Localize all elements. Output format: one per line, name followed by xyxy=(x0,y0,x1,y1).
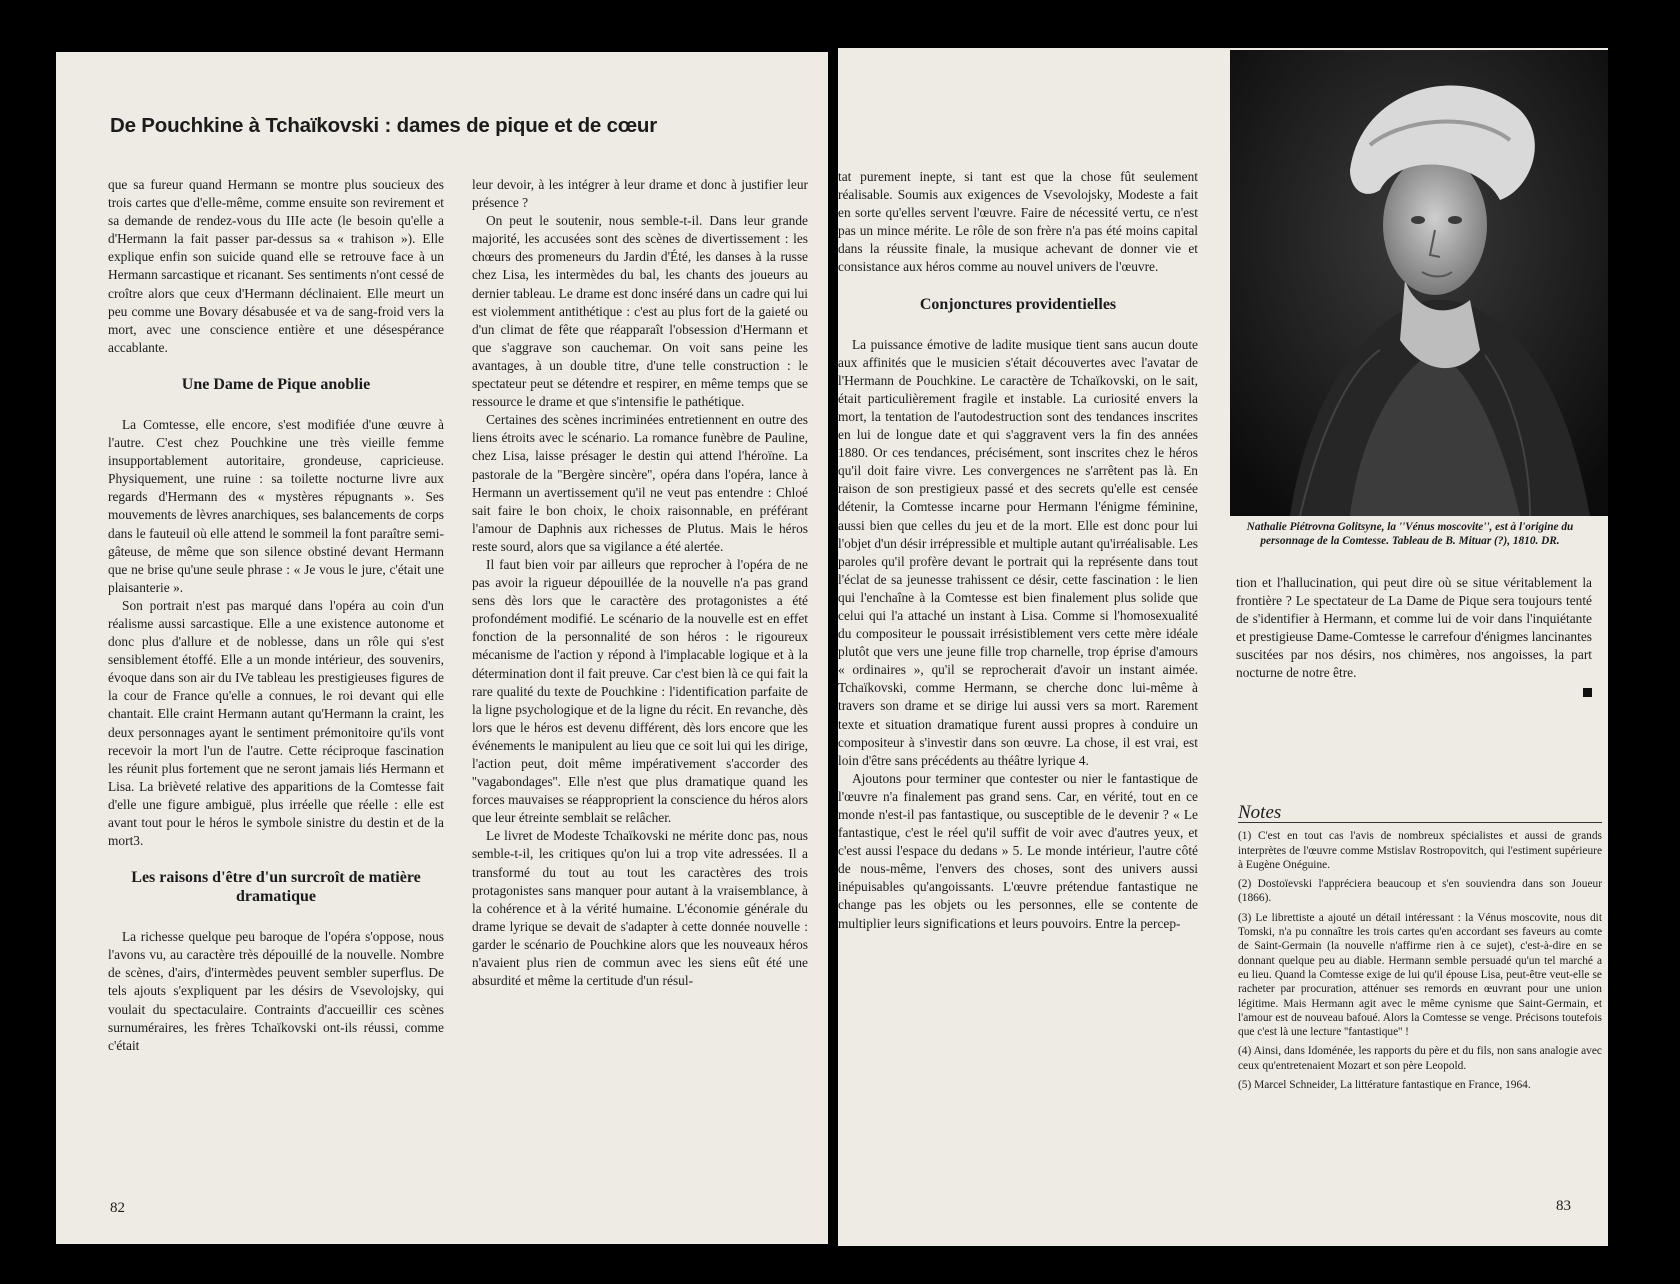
paragraph: On peut le soutenir, nous semble-t-il. Dans leur grande majorité, les accusées sont des scènes de divertissement : les chœurs des promeneurs du Jardin d'Été, les danses à la russe chez Lisa, les intermèdes du bal, les chants des joueurs au dernier tableau. Le drame est donc inséré dans un cadre qui lui est violemment antithétique : c'est au plus fort de la gaieté ou d'un climat de fête que réapparaît l'obsession d'Hermann et que s'aggrave son cauchemar. On voit sans peine les avantages, à un double titre, d'une telle construction : le spectateur peut se détendre et respirer, en même temps que se ressource le drame et que s'intensifie le pathétique. xyxy=(472,213,808,410)
paragraph: Il faut bien voir par ailleurs que reprocher à l'opéra de ne pas avoir la rigueur dépouillée de la nouvelle n'a pas grand sens dès lors que le caractère des protagonistes a été profondément modifié. Le scénario de la nouvelle est en effet fonction de la personnalité de son héros : le rigoureux mécanisme de l'action y répond à l'implacable logique et à la détermination dont il fait preuve. Car c'est bien là ce qui fait la rare qualité du texte de Pouchkine : l'identification parfaite de la ligne psychologique et de la ligne du récit. En revanche, dès lors que le héros est devenu différent, dès lors encore que les événements le manipulent au lieu que ce soit lui qui les dirige, l'action peut, doit même impérativement s'accorder des ''vagabondages''. Elle n'est que plus dramatique quand les forces mauvaises se réapproprient la conscience du héros alors que leur étreinte semblait se relâcher. xyxy=(472,556,808,826)
notes-section xyxy=(1238,802,1602,1097)
left-column-1 xyxy=(108,176,444,1055)
paragraph: Ajoutons pour terminer que contester ou nier le fantastique de l'œuvre n'a finalement pas grand sens. Car, en vérité, tout en ce monde n'est-il pas fantastique, ou susceptible de le devenir ? « Le fantastique, c'est le réel qu'il suffit de voir avec d'autres yeux, et c'est aussi l'espace du dedans » 5. Le monde intérieur, l'autre côté de nous-même, l'envers des choses, sont des univers aussi inépuisables qu'angoissants. L'œuvre prétendue fantastique ne change pas les objets ou les personnes, elle se contente de multiplier leurs significations et leurs pouvoirs. Entre la percep- xyxy=(838,770,1198,931)
footnote: (4) Ainsi, dans Idoménée, les rapports du père et du fils, non sans analogie avec ceux qu'entretenaient Mozart et son père Leopold. xyxy=(1238,1045,1602,1072)
paragraph: leur devoir, à les intégrer à leur drame et donc à justifier leur présence ? xyxy=(472,177,808,211)
section-heading: Une Dame de Pique anoblie xyxy=(181,375,371,393)
right-column-2 xyxy=(1236,574,1592,697)
page-number: 82 xyxy=(110,1200,125,1216)
paragraph: tion et l'hallucination, qui peut dire où se situe véritablement la frontière ? Le spectateur de La Dame de Pique sera toujours tenté de s'identifier à Hermann, et comme lui de voir dans l'inquiétante et prestigieuse Dame-Comtesse le carrefour d'énigmes lancinantes suscitées par nos désirs, nos chimères, nos angoisses, la part nocturne de notre être. xyxy=(1236,575,1592,681)
paragraph: La Comtesse, elle encore, s'est modifiée d'une œuvre à l'autre. C'est chez Pouchkine une très vieille femme insupportablement autoritaire, grondeuse, capricieuse. Physiquement, une ruine : sa toilette nocturne livre aux regards d'Hermann des « mystères répugnants ». Ses mouvements de lèvres anarchiques, ses balancements de corps dans le fauteuil où elle attend le sommeil la font paraître semi-gâteuse, de même que son silence obstiné devant Hermann que ne brise qu'une seule phrase : « Je vous le jure, c'était une plaisanterie ». xyxy=(108,416,444,595)
footnote: (3) Le librettiste a ajouté un détail intéressant : la Vénus moscovite, nous dit Tomski, n'a pu connaître les trois cartes qu'en accordant ses faveurs au comte de Saint-Germain (la nouvelle n'affirme rien à ce sujet), c'est-à-dire en se donnant quelque peu au diable. Hermann semble persuadé qu'un tel marché a eu lieu. Quand la Comtesse exige de lui qu'il épouse Lisa, peut-être veut-elle se racheter par procuration, atténuer ses remords en œuvrant pour une union légitime. Mais Hermann agit avec le même cynisme que Saint-Germain, et l'amour est de nouveau bafoué. Alors la Comtesse se venge. Précisons toutefois que c'est là une lecture ''fantastique'' ! xyxy=(1238,911,1602,1039)
page-number: 83 xyxy=(1556,1198,1571,1214)
notes-heading: Notes xyxy=(1238,806,1602,823)
paragraph: Certaines des scènes incriminées entretiennent en outre des liens étroits avec le scénario. La romance funèbre de Pauline, chez Lisa, laisse présager le destin qui attend l'héroïne. La pastorale de la ''Bergère sincère'', opéra dans l'opéra, lance à Hermann un avertissement qu'il ne veut pas entendre : Chloé sait faire le bon choix, le choix raisonnable, en préférant l'amour de Daphnis aux richesses de Plutus. Mais le héros reste sourd, alors que sa vigilance a été alertée. xyxy=(472,412,808,554)
article-title: De Pouchkine à Tchaïkovski : dames de pique et de cœur xyxy=(110,114,658,137)
portrait-painting xyxy=(1230,50,1608,516)
paragraph: tat purement inepte, si tant est que la chose fût seulement réalisable. Soumis aux exigences de Vsevolojsky, Modeste a fait en sorte qu'elles servent l'œuvre. Faire de nécessité vertu, ce n'est pas un mince mérite. Le rôle de son frère n'a pas été moins capital dans la réussite finale, la musique achevant de donner vie et consistance aux héros comme au nouvel univers de l'œuvre. xyxy=(838,169,1198,275)
section-heading: Les raisons d'être d'un surcroît de matière dramatique xyxy=(131,869,421,906)
paragraph: Le livret de Modeste Tchaïkovski ne mérite donc pas, nous semble-t-il, les critiques qu'on lui a trop vite adressées. Il a transformé du tout au tout les caractères des trois protagonistes sans manquer pour autant à la vraisemblance, à la cohérence et à la vérité humaine. L'économie générale du drame lyrique se devait de s'adapter à cette donnée nouvelle : garder le scénario de Pouchkine alors que les nouveaux héros n'avaient plus rien de commun avec les siens eût été une absurdité et même la certitude d'un résul- xyxy=(472,828,808,989)
section-heading: Conjonctures providentielles xyxy=(919,295,1117,313)
paragraph: Son portrait n'est pas marqué dans l'opéra au coin d'un réalisme aussi sarcastique. Elle a une existence autonome et donc plus d'allure et de noblesse, dans un rôle qui s'est sensiblement étoffé. Elle a un monde intérieur, des souvenirs, évoque dans son air du IVe tableau les prestigieuses figures de la cour de France qu'elle a connues, le roi devant qui elle chantait. Elle craint Hermann autant qu'Hermann la craint, les deux personnages ayant le sentiment prémonitoire qu'ils vont recevoir la mort l'un de l'autre. Cette réciproque fascination les réunit plus fortement que ne seront jamais liés Hermann et Lisa. La brièveté relative des apparitions de la Comtesse fait d'elle une figure ambiguë, plus irréelle que réelle : elle est avant tout pour le héros le symbole sinistre du destin et de la mort3. xyxy=(108,597,444,849)
paragraph: que sa fureur quand Hermann se montre plus soucieux des trois cartes que d'elle-même, comme ensuite son revirement et sa demande de rendez-vous du IIIe acte (le besoin qu'elle a d'Hermann la fait passer par-dessus sa « trahison »). Elle explique enfin son suicide quand elle se retrouve face à un Hermann sarcastique et ricanant. Ses sentiments n'ont cessé de croître alors que ceux d'Hermann déclinaient. Elle meurt un peu comme une Bovary désabusée et va de sang-froid vers la mort, avec une conscience entière et une désespérance accablante. xyxy=(108,177,444,355)
right-column-1 xyxy=(838,168,1198,933)
portrait-image xyxy=(1230,50,1608,516)
footnote: (1) C'est en tout cas l'avis de nombreux spécialistes et aussi de grands interprètes de l'œuvre comme Mstislav Rostropovitch, qui l'estiment supérieure à Eugène Onéguine. xyxy=(1238,830,1602,871)
portrait-caption: Nathalie Piétrovna Golitsyne, la ''Vénus moscovite'', est à l'origine du personnage de la Comtesse. Tableau de B. Mituar (?), 1810. DR. xyxy=(1246,521,1574,547)
right-page xyxy=(838,48,1608,1246)
footnote: (5) Marcel Schneider, La littérature fantastique en France, 1964. xyxy=(1238,1079,1531,1092)
left-page xyxy=(56,52,828,1244)
paragraph: La puissance émotive de ladite musique tient sans aucun doute aux affinités que le musicien s'était découvertes avec l'avatar de l'Hermann de Pouchkine. Le caractère de Tchaïkovski, on le sait, était particulièrement fragile et instable. La curiosité envers la mort, la tentation de l'autodestruction sont des tendances inscrites en lui de longue date et qui s'aggravent vers la fin des années 1880. Or ces tendances, précisément, sont inscrites chez le héros qu'il doit faire vivre. Les convergences ne s'arrêtent pas là. En raison de son prestigieux passé et des secrets qu'elle est censée détenir, la Comtesse incarne pour Hermann l'énigme féminine, aussi bien que celles du jeu et de la mort. Elle est donc pour lui l'objet d'un désir irrépressible et multiple autant qu'irréalisable. Les paroles qu'il profère devant le portrait qui la représente dans tout l'éclat de sa jeunesse trahissent ce désir, cette fascination : le lien qui l'enchaîne à la Comtesse est bien finalement plus solide que celui qui l'a attaché un instant à Lisa. Comme si l'homosexualité du compositeur le poussait irrésistiblement vers cette mère idéale plutôt que vers une jeune fille trop charnelle, trop éprise d'amours « ordinaires », qu'il se reprocherait d'avoir un instant aimée. Tchaïkovski, comme Hermann, se cherche donc lui-même à travers son drame et se dirige lui aussi vers sa mort. Rarement texte et situation dramatique furent aussi propres à conduire un compositeur à s'investir dans son œuvre. La chose, il est vrai, est loin d'être sans précédents au théâtre lyrique 4. xyxy=(838,336,1198,768)
left-column-2 xyxy=(472,176,808,990)
end-of-article-mark xyxy=(1583,688,1592,697)
footnote: (2) Dostoïevski l'appréciera beaucoup et s'en souviendra dans son Joueur (1866). xyxy=(1238,878,1602,905)
paragraph: La richesse quelque peu baroque de l'opéra s'oppose, nous l'avons vu, au caractère très dépouillé de la nouvelle. Nombre de scènes, d'airs, d'intermèdes peuvent sembler superflus. De tels ajouts s'expliquent par les désirs de Vsevolojsky, qui voulait du spectaculaire. Contraints d'accueillir ces scènes surnuméraires, les frères Tchaïkovski ont-ils réussi, comme c'était xyxy=(108,929,444,1053)
